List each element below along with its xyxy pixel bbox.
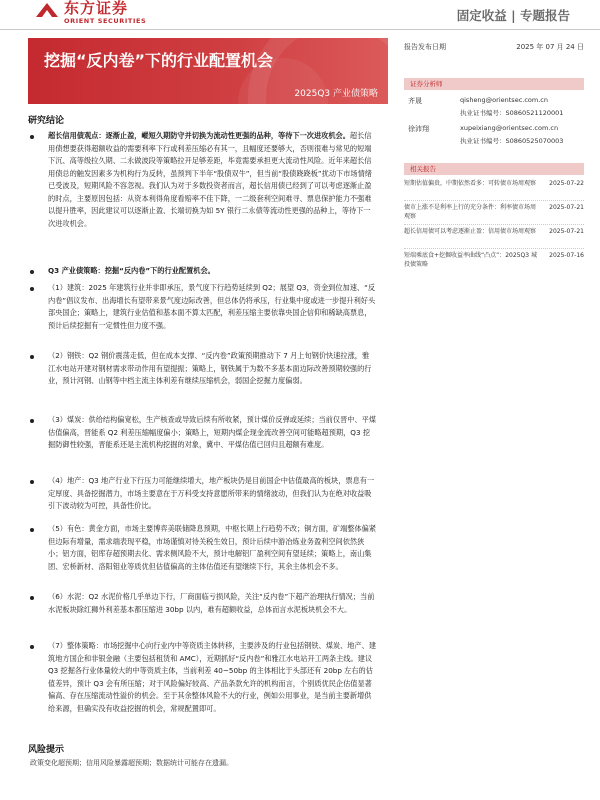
related-report-date: 2025-07-21	[549, 228, 584, 235]
bullet-item	[30, 523, 376, 573]
bullet-dot	[30, 287, 34, 291]
bullet-bold-text: 超长信用债观点：逐渐止盈，嵷短久期防守并切换为流动性更强的品种，等待下一次进攻机会。	[48, 131, 350, 140]
related-reports-heading: 相关报告	[404, 163, 584, 175]
related-report-item[interactable]	[404, 204, 584, 221]
bullet-text: （3）煤炭：供给结构偏宽松，生产核查或导致后续有所收紧，预计煤价反弹或延续；当前仅晋中、平煤估值偏高，晋能系 Q2 利差压缩幅度偏小；策略上，短期内煤企现金流改善空间可能略超预期，Q3 挖掘防御性较强，晋能系还是主流机构挖掘的对象，冀中、平煤估值已回归且超额有难度。	[48, 415, 377, 449]
analysts-heading: 证券分析师	[404, 78, 584, 90]
divider	[404, 224, 584, 225]
bullet-item	[30, 130, 376, 230]
publish-date-value: 2025 年 07 月 24 日	[516, 43, 584, 51]
research-conclusion-heading: 研究结论	[28, 116, 65, 126]
analyst-name: 徐沛翔	[408, 125, 429, 133]
divider	[404, 248, 584, 249]
publish-date-label: 报告发布日期	[404, 43, 446, 51]
bullet-bold-text: Q3 产业债策略：挖掘“反内卷”下的行业配置机会。	[48, 266, 215, 275]
company-logo	[34, 0, 164, 26]
bullet-item	[30, 414, 376, 452]
bullet-item	[30, 282, 376, 332]
bullet-item	[30, 475, 376, 513]
document-type-label: 固定收益 | 专题报告	[456, 8, 570, 23]
publish-date-row	[404, 42, 584, 52]
bullet-dot	[30, 355, 34, 359]
related-report-item[interactable]	[404, 180, 584, 189]
analyst-entry	[404, 96, 584, 122]
risk-text: 政策变化超预期；信用风险暴露超预期；数据统计可能存在遗漏。	[30, 759, 233, 767]
bullet-dot	[30, 135, 34, 139]
related-report-date: 2025-07-21	[549, 204, 584, 211]
analyst-email[interactable]: qisheng@orientsec.com.cn	[460, 96, 548, 104]
analyst-entry	[404, 124, 584, 150]
related-report-title[interactable]: 超长信用债可以考虑逐渐止盈：信用债市场周观察	[404, 228, 537, 235]
bullet-text: （2）钢铁：Q2 钢价震荡走低，但在成本支撑、“反内卷”政策预期推动下 7 月上旬钢价快速拉涨，雅江水电站开建对钢材需求带动作用有望提振；策略上，钢铁属于为数不多基本面边际改善预期较强的行业，预计河钢、山钢等中档主流主体利差有继续压缩机会，弱国企挖掘力度偏弱。	[48, 351, 372, 385]
bullet-dot	[30, 645, 34, 649]
related-report-date: 2025-07-16	[549, 252, 584, 259]
orient-logo-icon	[34, 1, 60, 19]
bullet-text: （5）有色：黄金方面，市场主要博弈美联储降息预期，中枢长期上行趋势不改；铜方面，矿端整体偏紧但边际有增量，需求端表现平稳，市场谨慎对待关税生效日，预计后续中游冶炼业务盈利空间依然狭小；铝方面，铝库存超预期去化、需求侧风险不大，预计电解铝厂盈利空间有望延续；策略上，南山集团、宏桥新材、洛阳钼业等质优但估值偏高的主体估值还有望继续下行，其余主体机会不多。	[48, 524, 377, 571]
related-report-date: 2025-07-22	[549, 180, 584, 187]
bullet-item	[30, 350, 376, 388]
bullet-item	[30, 591, 376, 616]
bullet-dot	[30, 270, 34, 274]
bullet-text: 超长信用债想要获得超额收益的需要利率下行或利差压缩必有其一，且幅度还要够大，否则很难与常见的短端下沉、高等级拉久期、二永做波段等策略拉开足够差距，毕竟需要承担更大流动性风险。近年来超长信用债总的触发因素多为机构行为反转，虽预判下半年“股债双牛”，但当前“股债跷跷板”扰动下市场情绪已受波及，短期风险不容忽视。我们认为对于多数投资者而言，超长信用债已经到了可以考虑逐渐止盈的时点，主要原因包括：从资本利得角度看赔率不佳下降，一二级套利空间难寻、票息保护能力不强难以提升胜率，因此建议可以逐渐止盈、长端切换为如 5Y 银行二永债等流动性更强的品种上，等待下一次进攻机会。	[48, 131, 372, 228]
report-subtitle: 2025Q3 产业债策略	[294, 89, 378, 99]
divider	[404, 200, 584, 201]
bullet-dot	[30, 596, 34, 600]
analyst-cert: 执业证书编号：S0860525070003	[460, 137, 564, 145]
analyst-name: 齐晟	[408, 97, 422, 105]
related-report-item[interactable]	[404, 228, 584, 237]
related-report-title[interactable]: 短端乘底食+挖掘收益率曲线“凸点”：2025Q3 城投债策略	[404, 252, 537, 268]
title-banner	[28, 38, 388, 104]
logo-en-text: ORIENT SECURITIES	[64, 17, 147, 25]
bullet-dot	[30, 528, 34, 532]
bullet-text: （6）水泥：Q2 水泥价格几乎单边下行，厂商面临亏损风险，关注“反内卷”下超产治理执行情况；当前水泥板块除红狮外利差基本都压缩进 30bp 以内，难有超额收益，总体而言水泥板块机会不大。	[48, 592, 375, 614]
bullet-dot	[30, 419, 34, 423]
bullet-text: （4）地产：Q3 地产行业下行压力可能继续增大，地产板块仍是目前国企中估值最高的板块，票息有一定厚度、具备挖掘潜力，市场主要意在于万科受支持意愿所带来的情绪波动，但我们认为在绝对收益吸引下波动较为可控，具备性价比。	[48, 476, 375, 510]
related-report-title[interactable]: 短期估值偏贵，中期依然看多：可转债市场周观察	[404, 180, 537, 187]
related-report-title[interactable]: 债市上涨不是利率上行的充分条件：利率债市场周观察	[404, 204, 537, 220]
top-header-bar	[0, 0, 600, 30]
bullet-item	[30, 265, 376, 278]
report-title: 挖掘“反内卷”下的行业配置机会	[44, 51, 274, 70]
bullet-text: （7）整体策略：市场挖掘中心向行业内中等资质主体转移，主要涉及的行业包括钢铁、煤炭、地产、建筑地方国企和非银金融（主要包括租赁和 AMC），近期抓好“反内卷”和雅江水电站开工两条主线。建议 Q3 挖掘各行业体量较大的中等资质主体，当前利差 40~50bp 的主体相比于头部还有 20bp 左右的估值差异，预计 Q3 会有所压缩；对于风险偏好较高、产品条款允许的机构而言，个别质优民企估值显著偏高、存在压缩流动性溢价的机会。至于其余整体风险不大的行业，例如公用事业，是当前主要新增供给来源，但确实没有收益挖掘的机会，常规配置即可。	[48, 641, 377, 713]
related-report-item[interactable]	[404, 252, 584, 269]
logo-cn-text: 东方证券	[64, 0, 129, 17]
bullet-item	[30, 640, 376, 715]
risk-heading: 风险提示	[28, 745, 65, 755]
bullet-text: （1）建筑：2025 年建筑行业并非即承压，景气度下行趋势延续到 Q2；展望 Q3，资金到位加速、“反内卷”倡议发布、出海增长有望带来景气度边际改善，但总体仍将承压，行业集中度或进一步提升利好头部央国企；策略上，建筑行业估值和基本面不算太匹配，利差压缩主要依靠央国企信仰和稀缺高票息，预计后续挖掘有一定惯性但力度不强。	[48, 283, 376, 330]
analyst-email[interactable]: xupeixiang@orientsec.com.cn	[460, 124, 559, 132]
bullet-dot	[30, 480, 34, 484]
analyst-cert: 执业证书编号：S0860521120001	[460, 109, 564, 117]
